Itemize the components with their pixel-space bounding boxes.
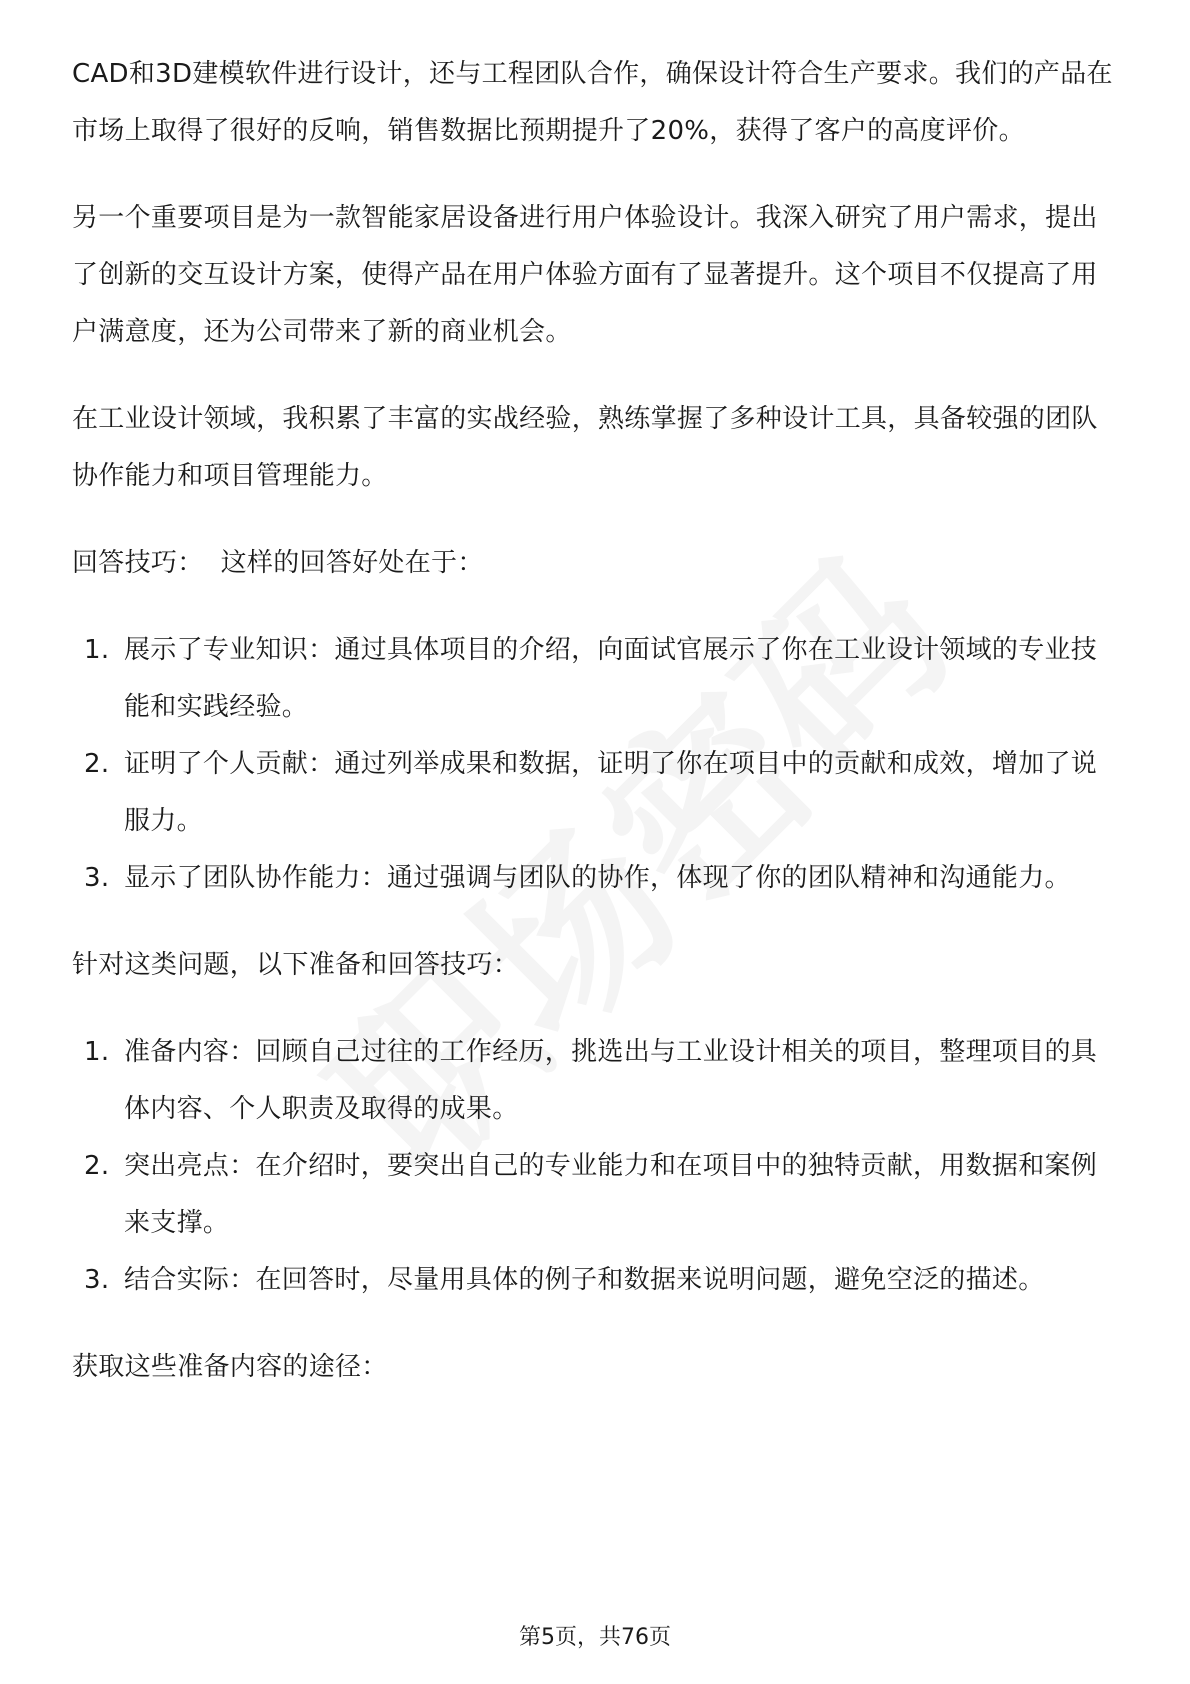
list-item bbox=[72, 1024, 1118, 1138]
list-item bbox=[72, 850, 1118, 907]
list-text: 展示了专业知识：通过具体项目的介绍，向面试官展示了你在工业设计领域的专业技能和实践经验。 bbox=[124, 635, 1098, 722]
list-number: 3. bbox=[84, 1265, 110, 1295]
page-number: 第5页，共76页 bbox=[519, 1625, 671, 1650]
list-text: 结合实际：在回答时，尽量用具体的例子和数据来说明问题，避免空泛的描述。 bbox=[124, 1265, 1045, 1295]
list-item bbox=[72, 736, 1118, 850]
list-text: 显示了团队协作能力：通过强调与团队的协作，体现了你的团队精神和沟通能力。 bbox=[124, 863, 1071, 893]
preparation-list bbox=[72, 1024, 1118, 1309]
answer-tips-heading: 回答技巧： 这样的回答好处在于： bbox=[72, 548, 484, 578]
paragraph-1: CAD和3D建模软件进行设计，还与工程团队合作，确保设计符合生产要求。我们的产品在市场上取得了很好的反响，销售数据比预期提升了20%，获得了客户的高度评价。 bbox=[72, 59, 1113, 146]
list-item bbox=[72, 1252, 1118, 1309]
list-text: 突出亮点：在介绍时，要突出自己的专业能力和在项目中的独特贡献，用数据和案例来支撑。 bbox=[124, 1151, 1098, 1238]
list-number: 1. bbox=[84, 1037, 110, 1067]
preparation-heading: 针对这类问题，以下准备和回答技巧： bbox=[72, 950, 520, 980]
list-number: 3. bbox=[84, 863, 110, 893]
list-text: 准备内容：回顾自己过往的工作经历，挑选出与工业设计相关的项目，整理项目的具体内容、个人职责及取得的成果。 bbox=[124, 1037, 1098, 1124]
list-item bbox=[72, 1138, 1118, 1252]
sources-heading: 获取这些准备内容的途径： bbox=[72, 1352, 388, 1382]
list-number: 2. bbox=[84, 749, 110, 779]
list-number: 2. bbox=[84, 1151, 110, 1181]
paragraph-3: 在工业设计领域，我积累了丰富的实战经验，熟练掌握了多种设计工具，具备较强的团队协作能力和项目管理能力。 bbox=[72, 404, 1098, 491]
list-item bbox=[72, 622, 1118, 736]
paragraph-2: 另一个重要项目是为一款智能家居设备进行用户体验设计。我深入研究了用户需求，提出了创新的交互设计方案，使得产品在用户体验方面有了显著提升。这个项目不仅提高了用户满意度，还为公司带来了新的商业机会。 bbox=[72, 203, 1098, 347]
page-content bbox=[72, 46, 1118, 1426]
benefits-list bbox=[72, 622, 1118, 907]
list-number: 1. bbox=[84, 635, 110, 665]
list-text: 证明了个人贡献：通过列举成果和数据，证明了你在项目中的贡献和成效，增加了说服力。 bbox=[124, 749, 1098, 836]
